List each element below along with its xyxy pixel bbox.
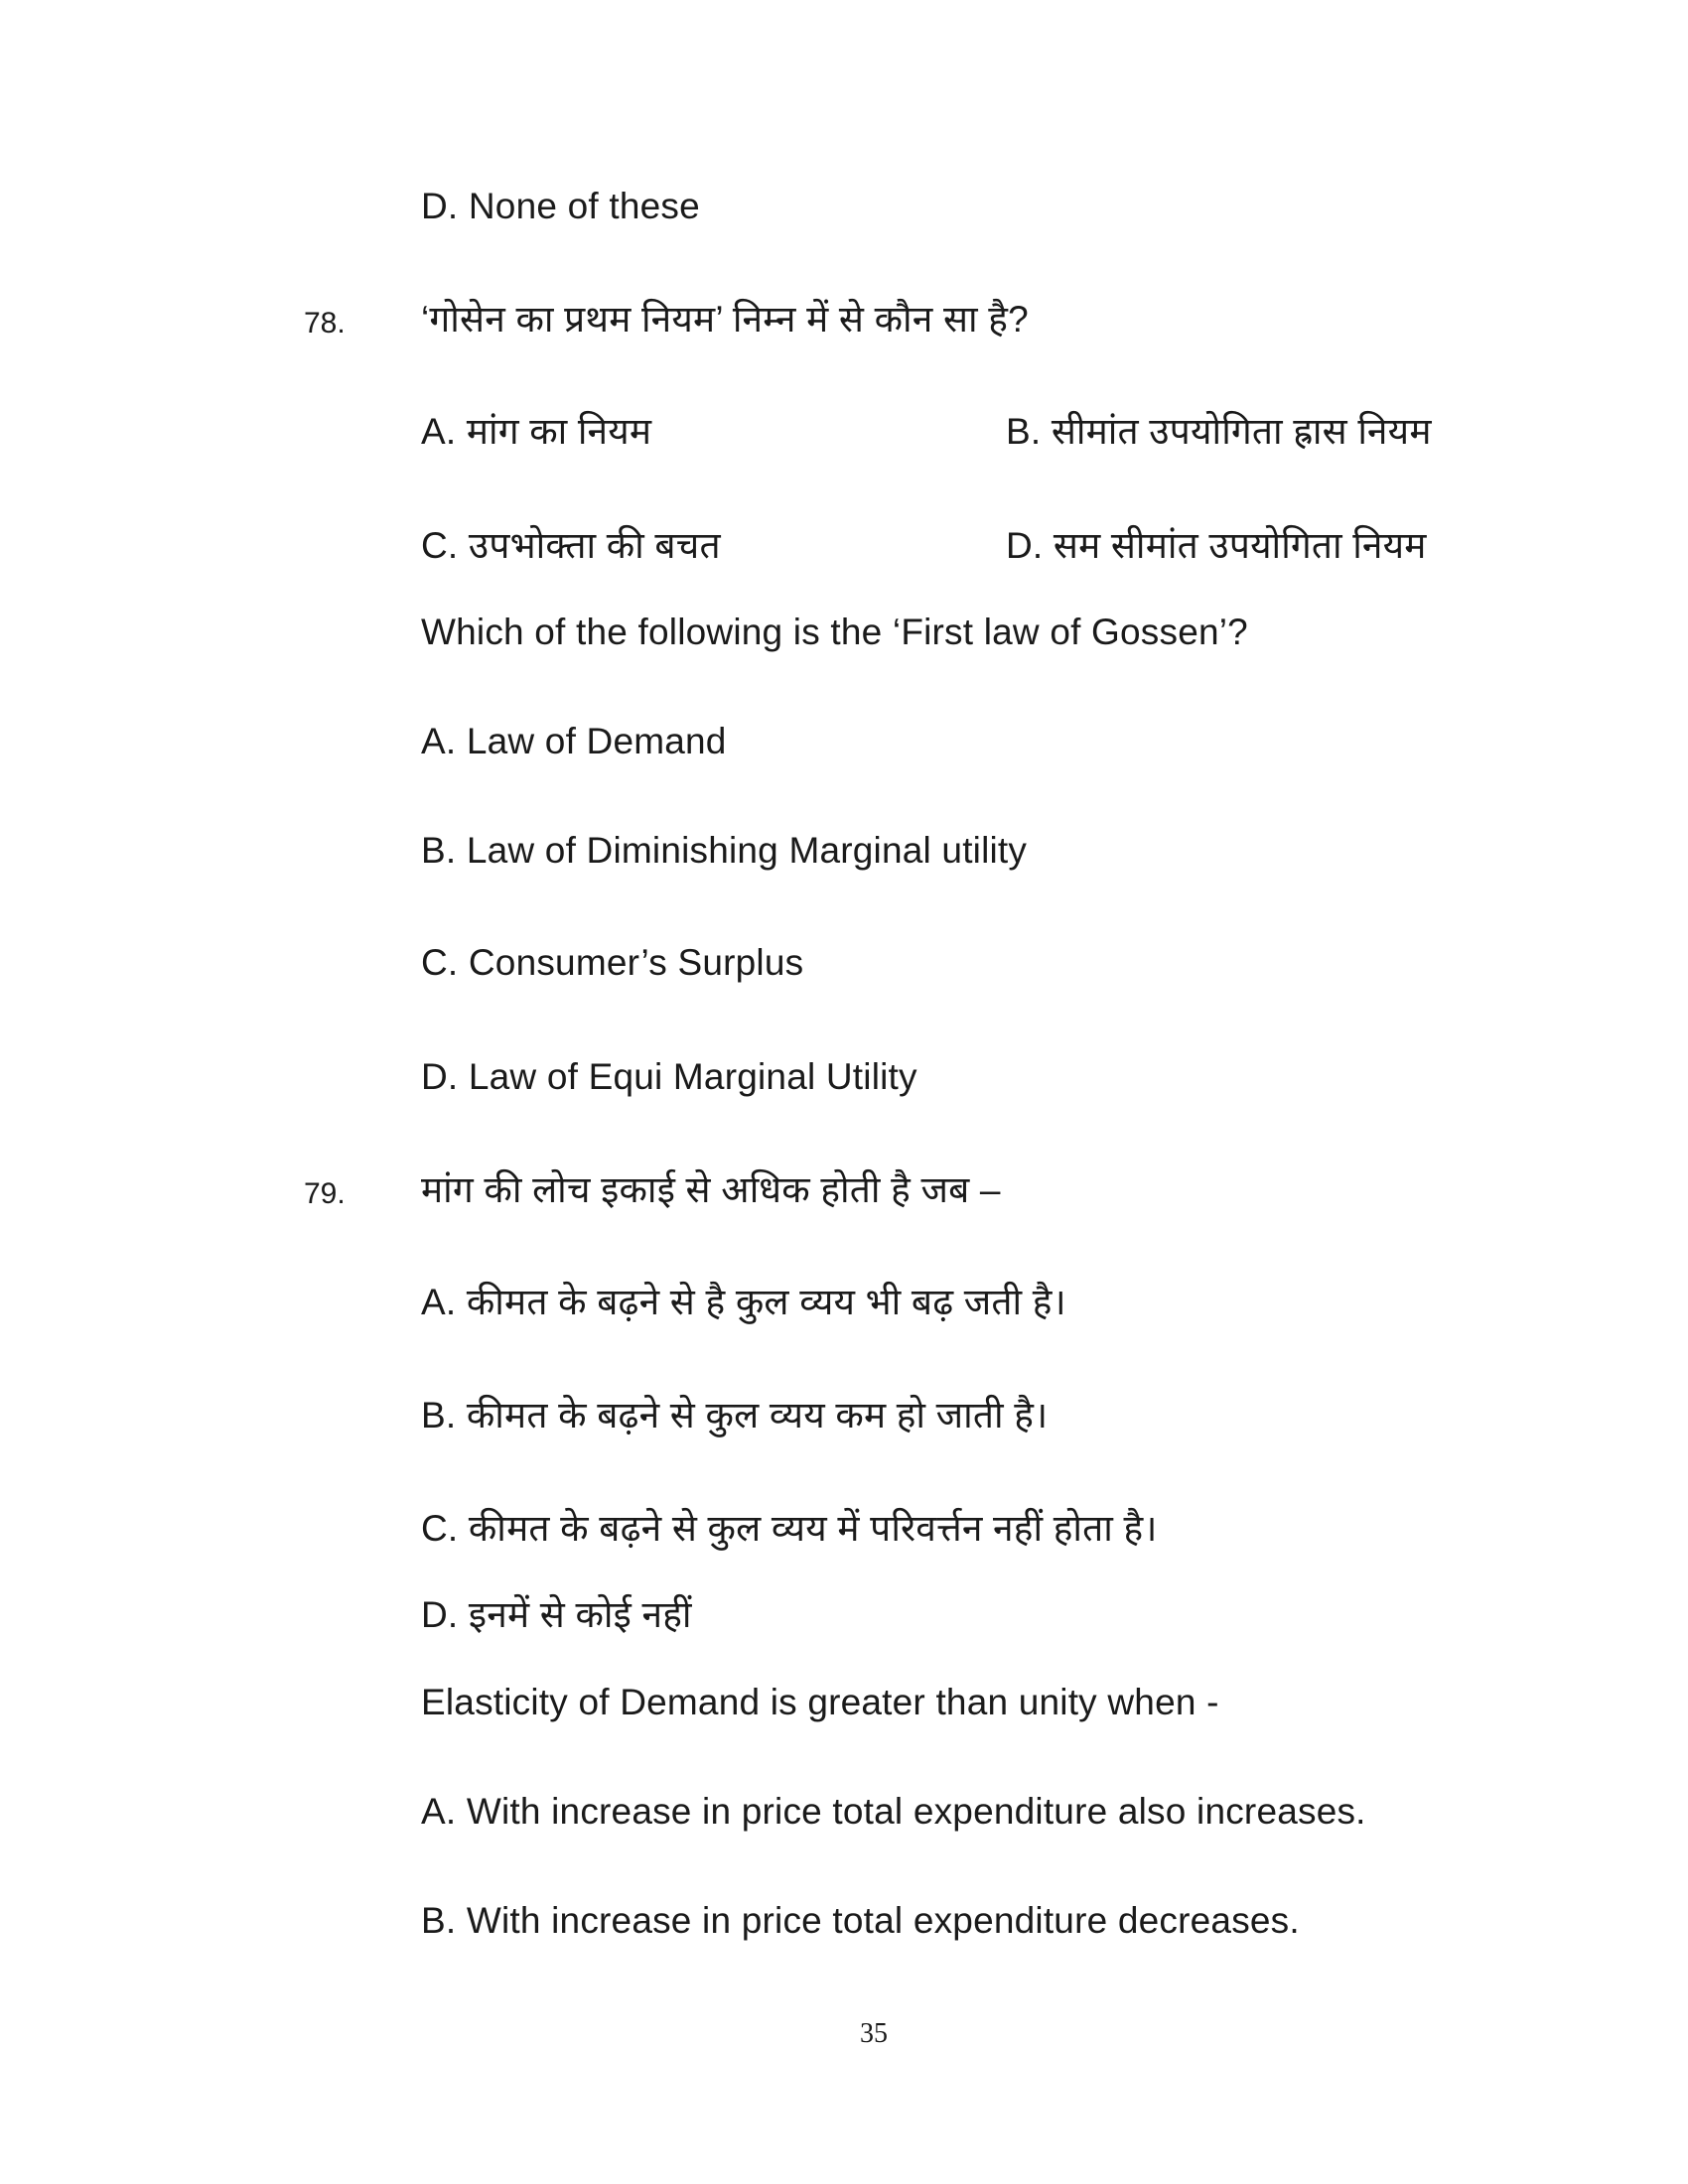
question-78-english-option-a: A. Law of Demand bbox=[421, 721, 727, 761]
question-78-hindi-option-b: B. सीमांत उपयोगिता ह्रास नियम bbox=[1006, 411, 1432, 452]
question-78-number: 78. bbox=[304, 307, 346, 340]
question-78-english-option-b: B. Law of Diminishing Marginal utility bbox=[421, 830, 1028, 871]
question-78-english-text: Which of the following is the ‘First law of Gossen’? bbox=[421, 612, 1248, 652]
question-79-number: 79. bbox=[304, 1177, 346, 1210]
question-79-hindi-option-d: D. इनमें से कोई नहीं bbox=[421, 1594, 692, 1635]
question-79-hindi-text: मांग की लोच इकाई से अधिक होती है जब – bbox=[421, 1169, 1001, 1210]
question-78-hindi-option-a: A. मांग का नियम bbox=[421, 411, 652, 452]
question-78-hindi-option-d: D. सम सीमांत उपयोगिता नियम bbox=[1006, 525, 1427, 566]
question-78-hindi-option-c: C. उपभोक्ता की बचत bbox=[421, 525, 721, 566]
question-78-english-option-c: C. Consumer’s Surplus bbox=[421, 942, 804, 983]
prev-question-option-d: D. None of these bbox=[421, 186, 700, 226]
question-79-hindi-option-c: C. कीमत के बढ़ने से कुल व्यय में परिवर्त्तन नहीं होता है। bbox=[421, 1508, 1158, 1549]
page-number: 35 bbox=[860, 2018, 888, 2049]
question-79-hindi-option-a: A. कीमत के बढ़ने से है कुल व्यय भी बढ़ जती है। bbox=[421, 1282, 1066, 1322]
question-78-hindi-text: ‘गोसेन का प्रथम नियम’ निम्न में से कौन सा है? bbox=[421, 299, 1029, 340]
question-79-english-text: Elasticity of Demand is greater than unity when - bbox=[421, 1682, 1219, 1722]
question-79-english-option-a: A. With increase in price total expenditure also increases. bbox=[421, 1791, 1366, 1832]
question-79-hindi-option-b: B. कीमत के बढ़ने से कुल व्यय कम हो जाती है। bbox=[421, 1395, 1049, 1435]
question-79-english-option-b: B. With increase in price total expenditure decreases. bbox=[421, 1900, 1300, 1941]
question-78-english-option-d: D. Law of Equi Marginal Utility bbox=[421, 1056, 917, 1097]
